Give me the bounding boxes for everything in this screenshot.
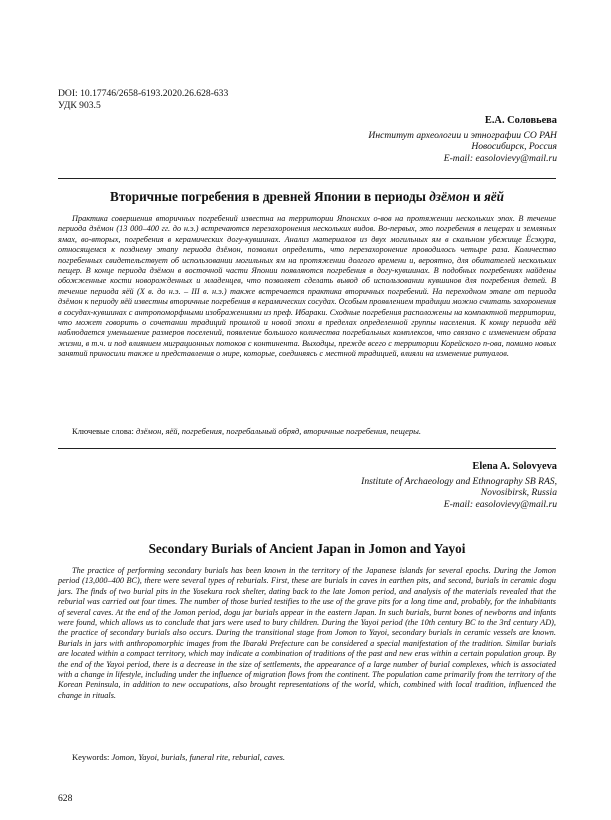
en-keywords-label: Keywords:	[72, 752, 112, 762]
top-rule	[58, 178, 556, 179]
en-institute: Institute of Archaeology and Ethnography SB RAS,	[361, 475, 557, 487]
ru-city: Новосибирск, Россия	[471, 141, 557, 153]
en-abstract: The practice of performing secondary burials has been known in the territory of the Japanese islands for several epochs. During the Jomon period (13,000–400 BC), there were several types of reburials. First, these are burials in caves in earthen pits, and second, burials in ceramic dogu jars. The finds of two burial pits in the Yosekura rock shelter, dating back to the late Jomon period, and analysis of the materials revealed that the reburial was carried out four times. The number of those buried testifies to the use of the grave pits for a long time and, probably, for the inhabitants of several caves. At the end of the Jomon period, dogu jar burials appear in the eastern Japan. In such burials, burnt bones of newborns and infants were found, which allows us to conclude that jars were used to bury children. During the Yayoi period (the 10th century BC to the 3rd century AD), the practice of secondary burials also occurs. During the transitional stage from Jomon to Yayoi, secondary burials in ceramic vessels are known. Burials in jars with anthropomorphic images from the Ibaraki Prefecture can be considered a special manifestation of the tradition. Similar burials are located within a compact territory, which may indicate a combination of traditions of the past and new eras within a certain population group. By the end of the Yayoi period, there is a decrease in the size of settlements, the appearance of a large number of burial complexes, which is associated with a change in lifestyle, including under the influence of migration flows from the continent. The population came primarily from the territory of the Korean Peninsula, in addition to new occupations, also brought representations of the world, which, combined with local tradition, influenced the change in rituals.	[58, 566, 556, 700]
ru-author-name: Е.А. Соловьева	[484, 115, 557, 126]
ru-title-term-jomon: дзёмон	[429, 189, 470, 204]
page-number: 628	[58, 793, 73, 804]
ru-keywords	[58, 426, 556, 436]
ru-keywords-label: Ключевые слова:	[72, 426, 137, 436]
ru-title-and: и	[469, 189, 484, 204]
udk-line: УДК 903.5	[58, 100, 101, 111]
ru-keywords-values: дзёмон, яёй, погребения, погребальный обряд, вторичные погребения, пещеры.	[136, 426, 421, 436]
en-title: Secondary Burials of Ancient Japan in Jomon and Yayoi	[148, 541, 466, 556]
en-author-name: Elena A. Solovyeva	[472, 461, 557, 472]
ru-institute: Институт археологии и этнографии СО РАН	[368, 129, 557, 141]
en-author-block	[361, 461, 557, 510]
middle-rule	[58, 448, 556, 449]
doi-line: DOI: 10.17746/2658-6193.2020.26.628-633	[58, 88, 229, 99]
ru-author-block	[368, 115, 557, 164]
ru-title-main: Вторичные погребения в древней Японии в периоды	[110, 189, 430, 204]
ru-email: E-mail: easolovievy@mail.ru	[443, 152, 557, 164]
ru-abstract: Практика совершения вторичных погребений известна на территории Японских о-вов на протяжении нескольких эпох. В течение периода дзёмон (13 000–400 гг. до н.э.) встречаются перезахоронения нескольких видов. Во-первых, это погребения в пещерах и земляных ямах, во-вторых, погребения в керамических догу-кувшинах. Анализ материалов из двух могильных ям в скальном убежище Ёсэкура, относящемся к позднему этапу периода дзёмон, позволил определить, что перезахоронение проводилось четыре раза. Количество погребенных свидетельствует об использовании могильных ям на протяжении долгого времени и, вероятно, для обитателей нескольких пещер. В конце периода дзёмон в восточной части Японии появляются погребения в догу-кувшинах. В подобных погребениях найдены обожженные кости новорожденных и младенцев, что позволяет сделать вывод об использовании кувшинов для погребения детей. В течение периода яёй (X в. до н.э. – III в. н.э.) также встречается практика вторичных погребений. На переходном этапе от периода дзёмон к периоду яёй известны вторичные погребения в керамических сосудах. Особым проявлением традиции можно считать захоронения в сосудах-кувшинах с антропоморфными изображениями из преф. Ибараки. Сходные погребения расположены на компактной территории, что может говорить о сочетании традиций прошлой и новой эпохи в пределах определенной группы населения. К концу периода яёй наблюдается уменьшение размеров поселений, появление большого количества погребальных комплексов, что связано с изменением образа жизни, в т.ч. и под влиянием миграционных потоков с континента. Выходцы, прежде всего с территории Корейского п-ова, помимо новых занятий приносили также и представления о мире, которые, соединяясь с местной традицией, влияли на изменение ритуалов.	[58, 214, 556, 359]
ru-title	[58, 189, 556, 205]
en-email: E-mail: easolovievy@mail.ru	[443, 498, 557, 510]
en-city: Novosibirsk, Russia	[480, 487, 557, 499]
en-keywords-values: Jomon, Yayoi, burials, funeral rite, reburial, caves.	[111, 752, 286, 762]
en-keywords	[58, 752, 556, 762]
ru-title-term-yayoi: яёй	[483, 189, 504, 204]
